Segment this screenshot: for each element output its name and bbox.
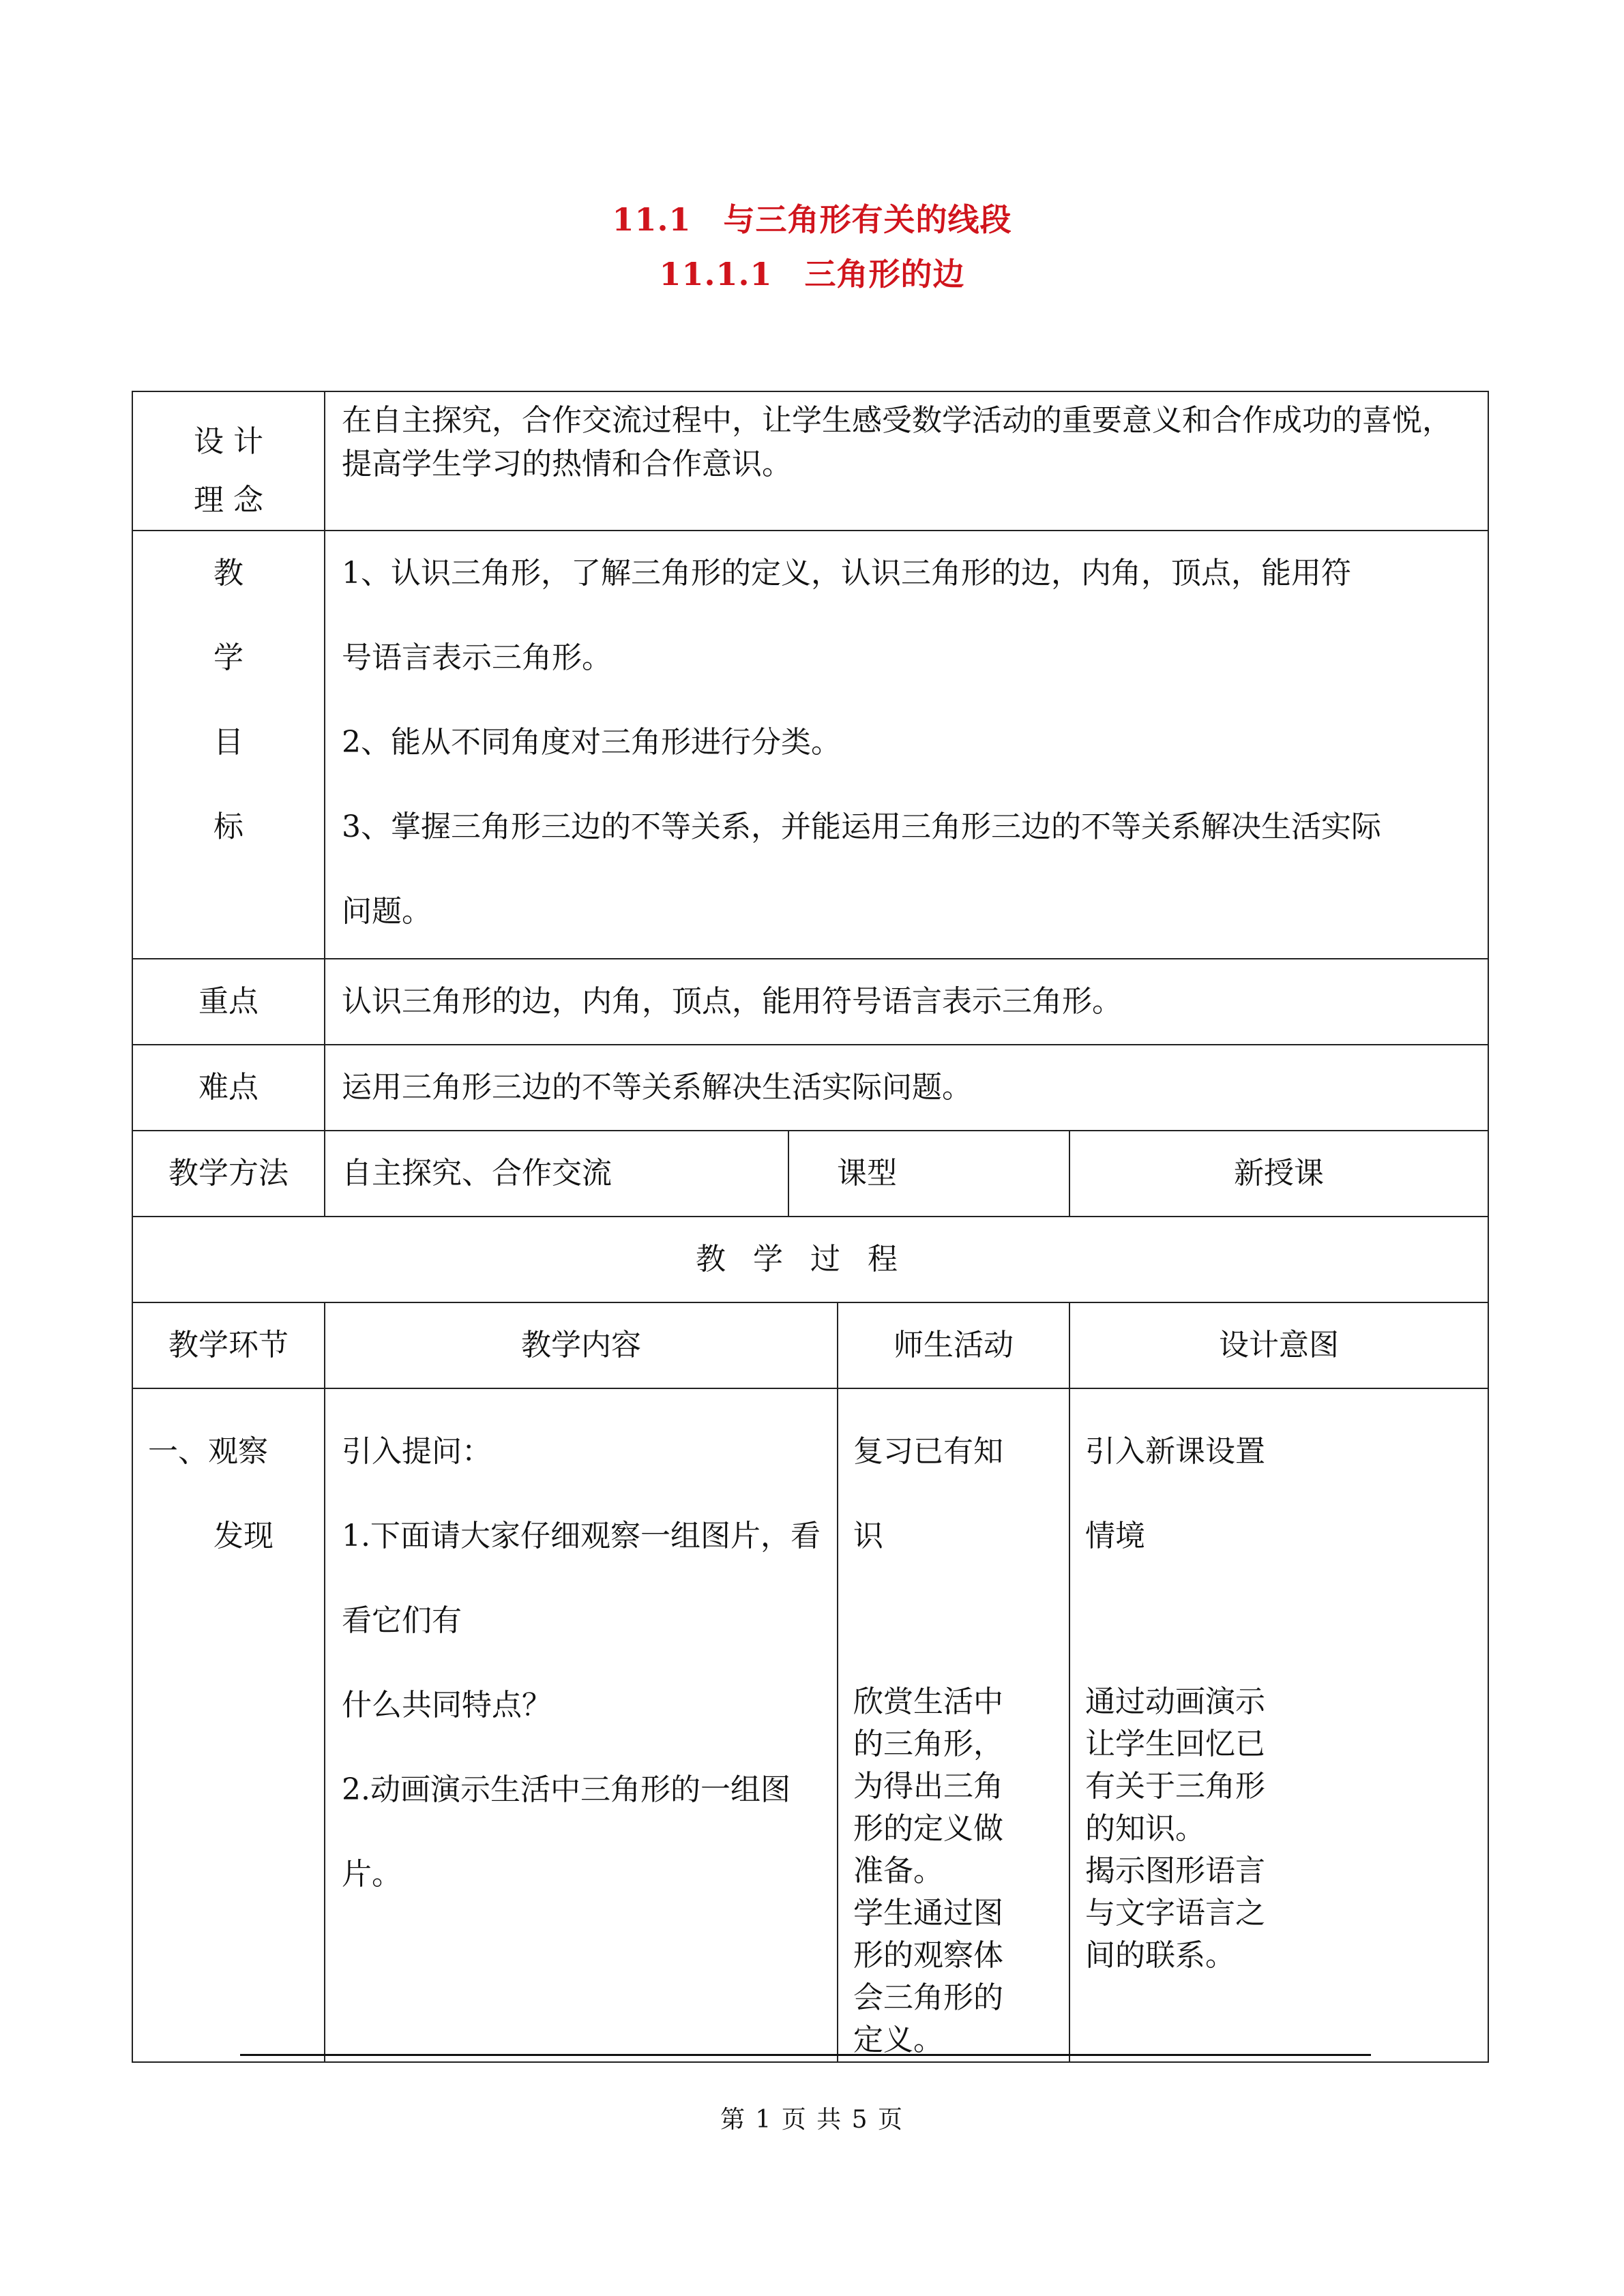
goals-label-char: 标 <box>213 809 243 844</box>
key-point-text: 认识三角形的边，内角，顶点，能用符号语言表示三角形。 <box>325 959 1488 1045</box>
activity-line: 形的定义做 <box>853 1811 1003 1846</box>
intent-line: 通过动画演示 <box>1085 1684 1265 1719</box>
stage-line: 一、观察 <box>148 1434 268 1469</box>
difficulty-text: 运用三角形三边的不等关系解决生活实际问题。 <box>325 1045 1488 1131</box>
design-concept-label-line: 理 念 <box>194 483 263 518</box>
design-concept-label <box>132 391 325 531</box>
intent-line: 有关于三角形 <box>1085 1769 1265 1804</box>
goals-label <box>132 531 325 959</box>
process-heading: 教学过程 <box>132 1217 1488 1302</box>
activity-line: 会三角形的 <box>853 1980 1003 2015</box>
intent-line: 让学生回忆已 <box>1085 1727 1265 1761</box>
goal-line: 问题。 <box>342 894 432 929</box>
activity-line: 形的观察体 <box>853 1938 1003 1973</box>
page-title: 11.1 与三角形有关的线段 <box>612 201 1012 238</box>
intent-line: 情境 <box>1085 1519 1145 1553</box>
content-line: 1.下面请大家仔细观察一组图片，看看它们有 <box>342 1519 821 1638</box>
column-header-activity: 师生活动 <box>838 1302 1069 1388</box>
activity-line: 识 <box>853 1519 883 1553</box>
activity-line: 准备。 <box>853 1853 943 1888</box>
activity-line: 定义。 <box>853 2023 943 2057</box>
intent-line: 间的联系。 <box>1085 1938 1235 1973</box>
lesson-type-value: 新授课 <box>1069 1131 1488 1217</box>
goals-label-char: 学 <box>213 640 243 675</box>
process-heading-row <box>132 1217 1488 1302</box>
design-concept-label-line: 设 计 <box>194 424 263 459</box>
design-concept-text: 在自主探究，合作交流过程中，让学生感受数学活动的重要意义和合作成功的喜悦，提高学生学习的热情和合作意识。 <box>325 391 1488 531</box>
method-value: 自主探究、合作交流 <box>325 1131 788 1217</box>
content-cell <box>325 1388 838 2062</box>
goal-line: 号语言表示三角形。 <box>342 640 612 675</box>
difficulty-label: 难点 <box>132 1045 325 1131</box>
method-label: 教学方法 <box>132 1131 325 1217</box>
goal-line: 1、认识三角形，了解三角形的定义，认识三角形的边，内角，顶点，能用符 <box>342 556 1351 591</box>
content-line: 2.动画演示生活中三角形的一组图片。 <box>342 1772 791 1892</box>
key-point-row <box>132 959 1488 1045</box>
activity-line: 为得出三角 <box>853 1769 1003 1804</box>
goals-label-char: 目 <box>213 725 243 760</box>
intent-line: 引入新课设置 <box>1085 1434 1265 1469</box>
activity-line: 的三角形， <box>853 1727 1003 1761</box>
intent-cell <box>1069 1388 1488 2062</box>
activity-cell <box>838 1388 1069 2062</box>
stage-cell <box>132 1388 325 2062</box>
goals-content <box>325 531 1488 959</box>
goal-line: 3、掌握三角形三边的不等关系，并能运用三角形三边的不等关系解决生活实际 <box>342 809 1381 844</box>
intent-line: 揭示图形语言 <box>1085 1853 1265 1888</box>
intent-line: 与文字语言之 <box>1085 1896 1265 1930</box>
process-row <box>132 1388 1488 2062</box>
activity-line: 学生通过图 <box>853 1896 1003 1930</box>
goals-row <box>132 531 1488 959</box>
column-header-content: 教学内容 <box>325 1302 838 1388</box>
page-subtitle: 11.1.1 三角形的边 <box>659 256 965 293</box>
lesson-type-label: 课型 <box>788 1131 1069 1217</box>
process-columns-row <box>132 1302 1488 1388</box>
goals-label-char: 教 <box>213 556 243 591</box>
activity-line: 复习已有知 <box>853 1434 1003 1469</box>
goal-line: 2、能从不同角度对三角形进行分类。 <box>342 725 841 760</box>
difficulty-row <box>132 1045 1488 1131</box>
content-line: 引入提问： <box>342 1434 492 1469</box>
activity-line: 欣赏生活中 <box>853 1684 1003 1719</box>
key-point-label: 重点 <box>132 959 325 1045</box>
column-header-stage: 教学环节 <box>132 1302 325 1388</box>
content-line: 什么共同特点？ <box>342 1688 552 1723</box>
stage-line: 发现 <box>213 1519 274 1553</box>
method-row <box>132 1131 1488 1217</box>
column-header-intent: 设计意图 <box>1069 1302 1488 1388</box>
lesson-plan-table <box>132 391 1489 2063</box>
intent-line: 的知识。 <box>1085 1811 1205 1846</box>
footer-divider <box>240 2054 1371 2056</box>
design-concept-row <box>132 391 1488 531</box>
page-footer: 第 1 页 共 5 页 <box>720 2106 904 2134</box>
